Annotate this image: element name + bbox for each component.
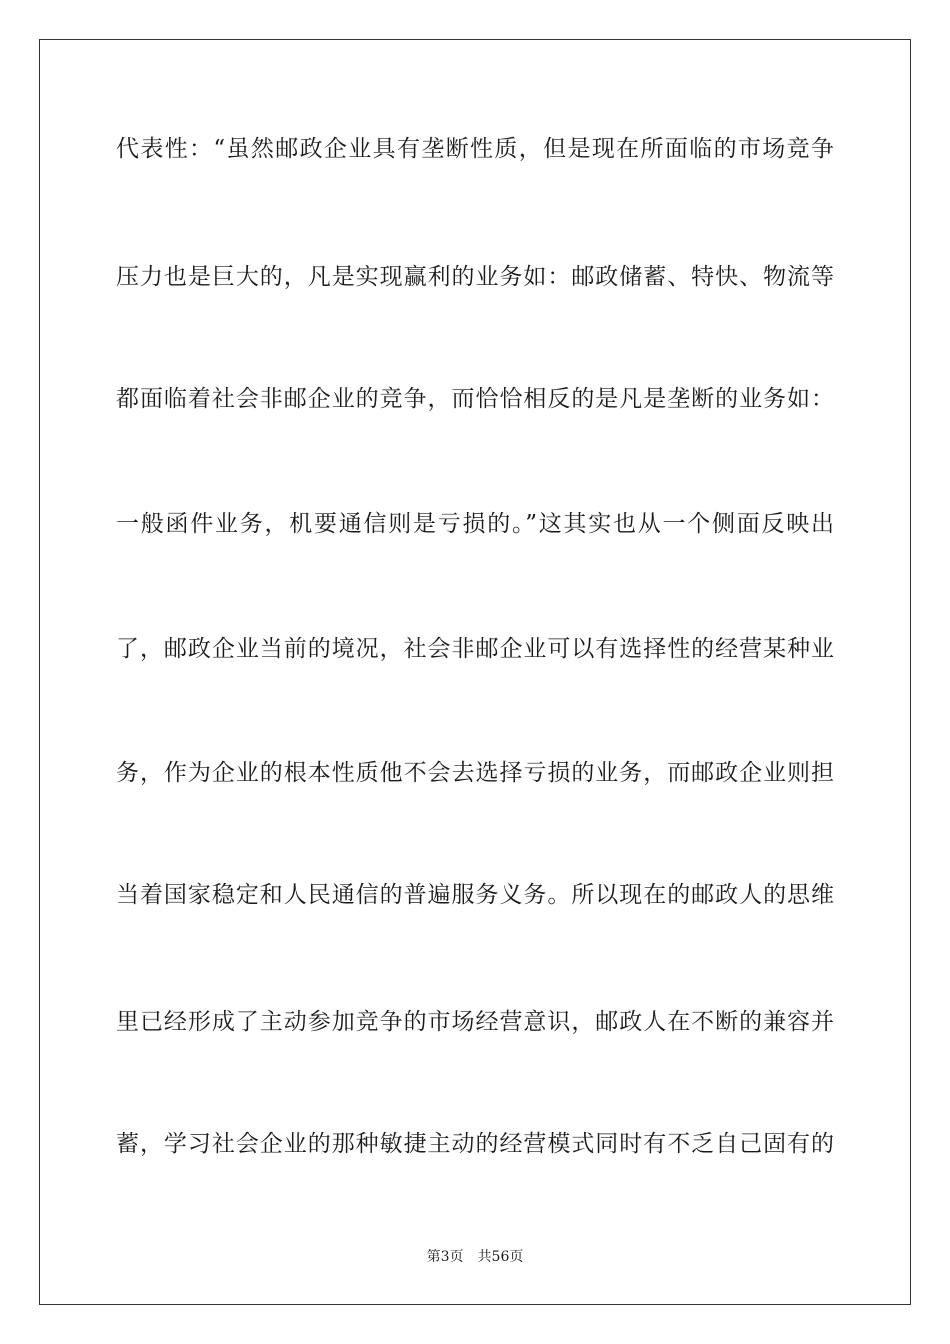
- paragraph-line: 蓄，学习社会企业的那种敏捷主动的经营模式同时有不乏自己固有的: [116, 1131, 834, 1157]
- paragraph-line: 了，邮政企业当前的境况，社会非邮企业可以有选择性的经营某种业: [116, 636, 834, 662]
- page-frame: [39, 39, 911, 1305]
- paragraph-line: 当着国家稳定和人民通信的普遍服务义务。所以现在的邮政人的思维: [116, 882, 834, 908]
- paragraph-line: 务，作为企业的根本性质他不会去选择亏损的业务，而邮政企业则担: [116, 760, 834, 786]
- paragraph-line: 代表性：“虽然邮政企业具有垄断性质，但是现在所面临的市场竞争: [116, 136, 834, 162]
- page-total: 共56页: [477, 1249, 524, 1265]
- paragraph-line: 里已经形成了主动参加竞争的市场经营意识，邮政人在不断的兼容并: [116, 1009, 834, 1035]
- paragraph-line: 一般函件业务，机要通信则是亏损的。”这其实也从一个侧面反映出: [116, 511, 834, 537]
- page-footer: [0, 1247, 950, 1267]
- paragraph-line: 压力也是巨大的，凡是实现赢利的业务如：邮政储蓄、特快、物流等: [116, 264, 834, 290]
- page-number: 第3页: [426, 1249, 464, 1265]
- paragraph-line: 都面临着社会非邮企业的竞争，而恰恰相反的是凡是垄断的业务如：: [116, 386, 834, 412]
